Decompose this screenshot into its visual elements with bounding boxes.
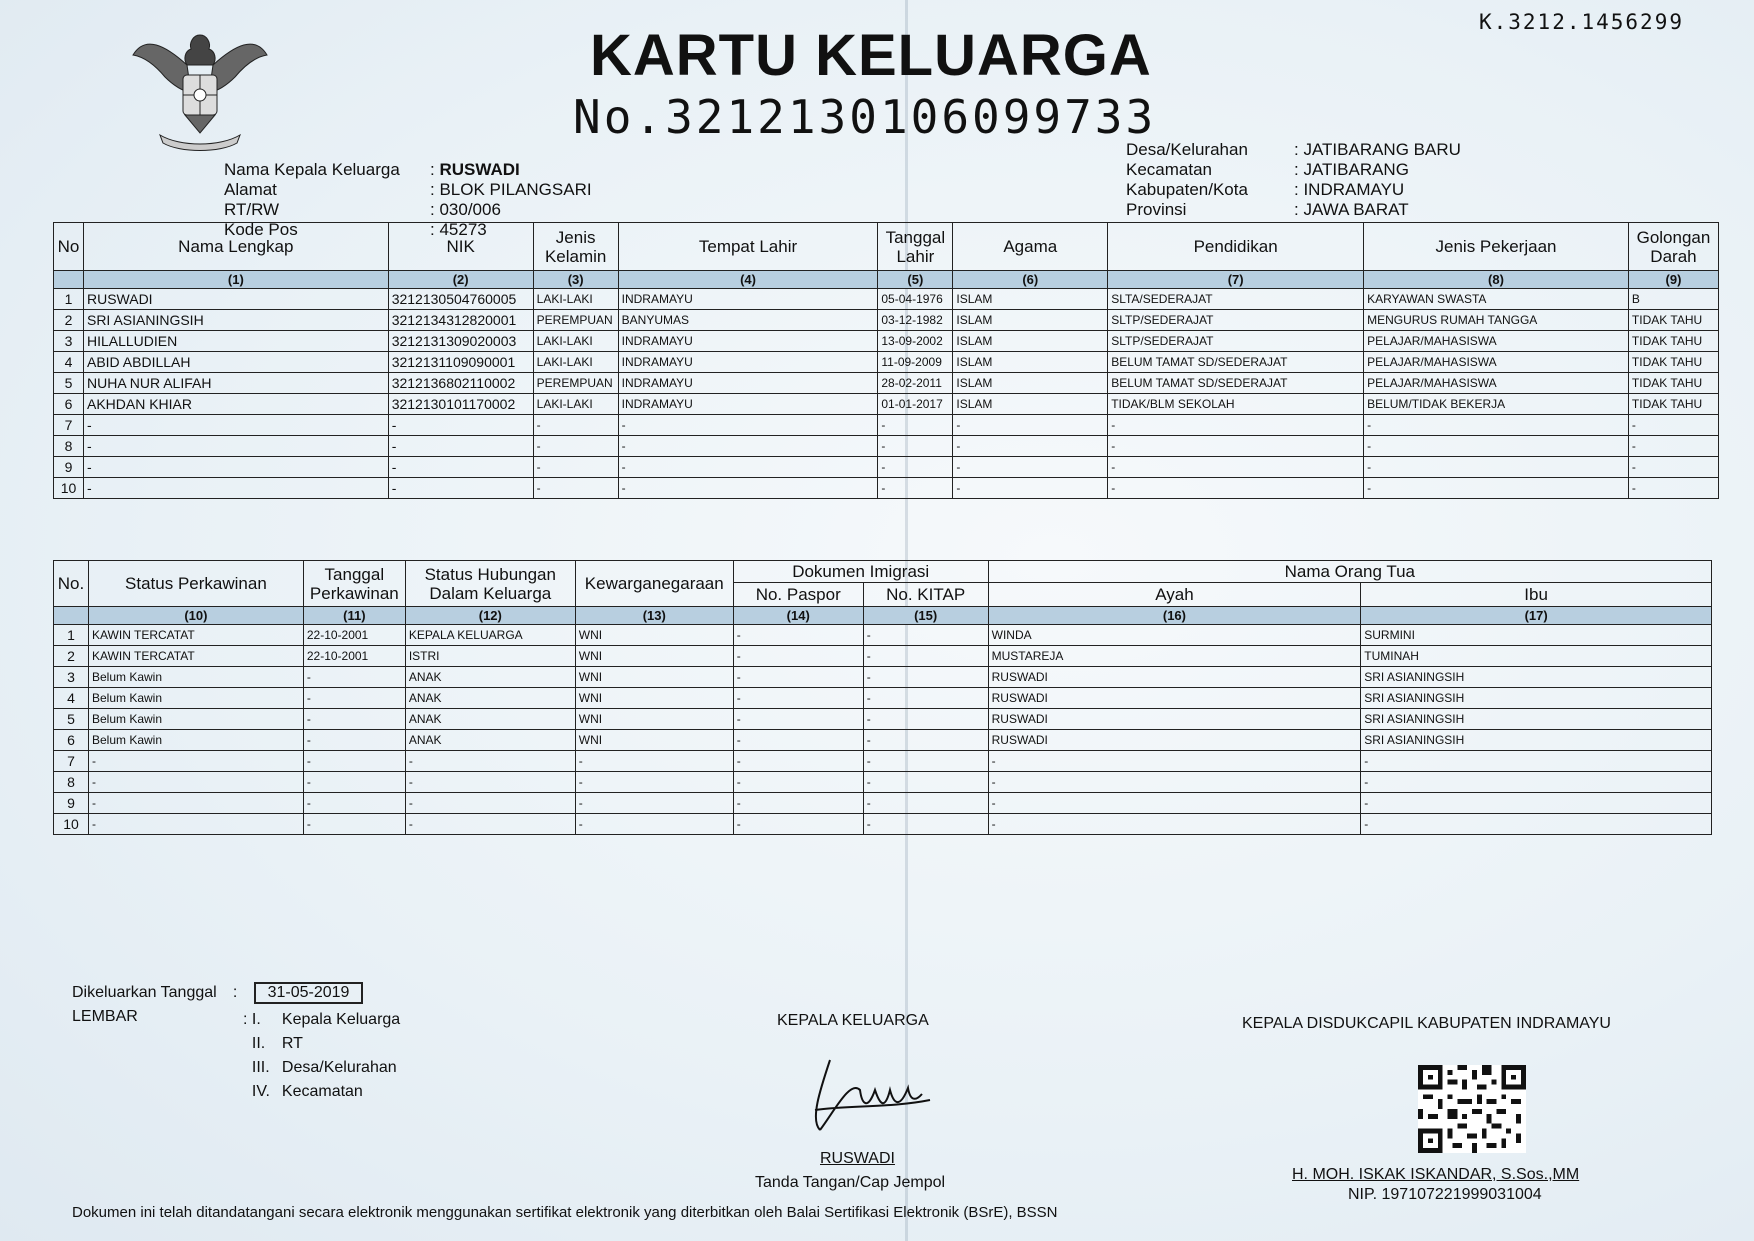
table-cell: - <box>1361 814 1712 835</box>
table-cell: - <box>988 751 1361 772</box>
table-cell: - <box>863 625 988 646</box>
table-cell: NUHA NUR ALIFAH <box>83 373 388 394</box>
table-cell: 13-09-2002 <box>878 331 953 352</box>
issued-date: 31-05-2019 <box>254 982 364 1004</box>
table-cell: 5 <box>54 709 89 730</box>
table-cell: - <box>733 772 863 793</box>
table-cell: - <box>1364 457 1629 478</box>
document-serial: K.3212.1456299 <box>1478 10 1684 34</box>
table-cell: LAKI-LAKI <box>533 352 618 373</box>
table-cell: - <box>88 772 303 793</box>
table-row <box>54 793 1712 814</box>
table-cell: - <box>533 478 618 499</box>
table-row <box>54 415 1719 436</box>
table-row <box>54 709 1712 730</box>
table-cell: 5 <box>54 373 84 394</box>
official-nip: NIP. 197107221999031004 <box>1348 1186 1542 1203</box>
table-cell: 3212130101170002 <box>388 394 533 415</box>
table-cell: ISLAM <box>953 310 1108 331</box>
table-cell: 4 <box>54 688 89 709</box>
table-cell: HILALLUDIEN <box>83 331 388 352</box>
rt-rw-value: 030/006 <box>439 200 501 219</box>
table-cell: - <box>733 646 863 667</box>
address-value: BLOK PILANGSARI <box>439 180 592 199</box>
table-cell: - <box>733 667 863 688</box>
table-cell: SRI ASIANINGSIH <box>1361 688 1712 709</box>
table-cell: - <box>303 688 405 709</box>
header-jenis-pekerjaan: Jenis Pekerjaan <box>1364 223 1629 271</box>
header-nama-orang-tua: Nama Orang Tua <box>988 561 1711 583</box>
table-cell: - <box>533 415 618 436</box>
table-row <box>54 394 1719 415</box>
household-info-right: Desa/Kelurahan : JATIBARANG BARU Kecamatan : JATIBARANG Kabupaten/Kota : INDRAMAYU Provinsi : JAWA BARAT <box>1126 140 1461 219</box>
table-cell: ANAK <box>405 709 575 730</box>
table-cell: 3212130504760005 <box>388 289 533 310</box>
table-cell: - <box>405 772 575 793</box>
lembar-item: Kecamatan <box>281 1083 363 1100</box>
header-no-kitap: No. KITAP <box>863 583 988 607</box>
header-golongan-darah: Golongan Darah <box>1628 223 1718 271</box>
table-cell: RUSWADI <box>988 667 1361 688</box>
table-cell: - <box>1628 415 1718 436</box>
qr-code-icon <box>1418 1065 1526 1153</box>
table-cell: KAWIN TERCATAT <box>88 625 303 646</box>
header-agama: Agama <box>953 223 1108 271</box>
table-cell: - <box>863 730 988 751</box>
table-cell: 22-10-2001 <box>303 625 405 646</box>
table-cell: ISLAM <box>953 289 1108 310</box>
lembar-item: Desa/Kelurahan <box>281 1059 397 1076</box>
header-tempat-lahir: Tempat Lahir <box>618 223 878 271</box>
table-cell: PEREMPUAN <box>533 310 618 331</box>
table-row <box>54 814 1712 835</box>
table-cell: 8 <box>54 772 89 793</box>
table-cell: BELUM TAMAT SD/SEDERAJAT <box>1108 373 1364 394</box>
table-cell: INDRAMAYU <box>618 394 878 415</box>
province-value: JAWA BARAT <box>1303 200 1409 219</box>
table-cell: - <box>1364 436 1629 457</box>
table-cell: - <box>988 814 1361 835</box>
table-cell: TIDAK TAHU <box>1628 310 1718 331</box>
table-row <box>54 730 1712 751</box>
table-cell: MENGURUS RUMAH TANGGA <box>1364 310 1629 331</box>
header-tanggal-perkawinan: Tanggal Perkawinan <box>303 561 405 607</box>
table-cell: - <box>575 751 733 772</box>
table-cell: - <box>88 793 303 814</box>
table-cell: - <box>878 436 953 457</box>
header-dokumen-imigrasi: Dokumen Imigrasi <box>733 561 988 583</box>
table-cell: Belum Kawin <box>88 667 303 688</box>
table-cell: RUSWADI <box>988 709 1361 730</box>
table-cell: SURMINI <box>1361 625 1712 646</box>
table-cell: INDRAMAYU <box>618 352 878 373</box>
table-cell: BELUM/TIDAK BEKERJA <box>1364 394 1629 415</box>
table-cell: - <box>303 793 405 814</box>
table-cell: 2 <box>54 310 84 331</box>
table-cell: - <box>575 793 733 814</box>
table-cell: Belum Kawin <box>88 730 303 751</box>
issued-section: Dikeluarkan Tanggal : 31-05-2019 <box>72 982 363 1004</box>
table-cell: PEREMPUAN <box>533 373 618 394</box>
table-cell: TIDAK/BLM SEKOLAH <box>1108 394 1364 415</box>
table-cell: - <box>388 415 533 436</box>
table-cell: - <box>953 415 1108 436</box>
table-cell: - <box>83 457 388 478</box>
table-cell: - <box>388 457 533 478</box>
table-cell: KEPALA KELUARGA <box>405 625 575 646</box>
table-cell: - <box>575 814 733 835</box>
table-cell: 10 <box>54 814 89 835</box>
table-cell: TIDAK TAHU <box>1628 331 1718 352</box>
table-cell: WNI <box>575 730 733 751</box>
lembar-list: : I. Kepala Keluarga II. RT III. Desa/Kelurahan IV. Kecamatan <box>243 1011 401 1100</box>
table-cell: 1 <box>54 289 84 310</box>
table-row <box>54 436 1719 457</box>
table-cell: ISLAM <box>953 394 1108 415</box>
table-cell: 4 <box>54 352 84 373</box>
table-cell: - <box>953 436 1108 457</box>
table-cell: 01-01-2017 <box>878 394 953 415</box>
table-row <box>54 688 1712 709</box>
table-cell: WNI <box>575 667 733 688</box>
table-cell: - <box>1108 436 1364 457</box>
table-cell: - <box>618 436 878 457</box>
table-cell: ISLAM <box>953 352 1108 373</box>
table-cell: - <box>953 478 1108 499</box>
table-cell: KAWIN TERCATAT <box>88 646 303 667</box>
table-cell: - <box>405 814 575 835</box>
table-cell: - <box>733 730 863 751</box>
table-cell: SLTP/SEDERAJAT <box>1108 310 1364 331</box>
table-cell: 3 <box>54 667 89 688</box>
table-cell: - <box>863 814 988 835</box>
table-cell: - <box>733 814 863 835</box>
family-members-table <box>53 222 1719 499</box>
table-cell: - <box>878 457 953 478</box>
table-cell: TIDAK TAHU <box>1628 394 1718 415</box>
table-cell: LAKI-LAKI <box>533 331 618 352</box>
header-nik: NIK <box>388 223 533 271</box>
table-cell: - <box>878 478 953 499</box>
table-cell: SRI ASIANINGSIH <box>1361 709 1712 730</box>
table-cell: 22-10-2001 <box>303 646 405 667</box>
header-jenis-kelamin: Jenis Kelamin <box>533 223 618 271</box>
table-row <box>54 751 1712 772</box>
table-row <box>54 772 1712 793</box>
table-cell: - <box>863 793 988 814</box>
table-row <box>54 646 1712 667</box>
table-cell: - <box>988 793 1361 814</box>
table-cell: SRI ASIANINGSIH <box>1361 667 1712 688</box>
table-row <box>54 667 1712 688</box>
table-cell: - <box>83 436 388 457</box>
table-cell: 2 <box>54 646 89 667</box>
table-cell: BANYUMAS <box>618 310 878 331</box>
garuda-emblem-icon <box>125 15 275 165</box>
table-cell: B <box>1628 289 1718 310</box>
table-cell: WINDA <box>988 625 1361 646</box>
table-cell: - <box>533 457 618 478</box>
table-cell: WNI <box>575 646 733 667</box>
household-info-left: Nama Kepala Keluarga : RUSWADI Alamat : BLOK PILANGSARI RT/RW : 030/006 Kode Pos : 45273 <box>224 160 592 239</box>
official-name: H. MOH. ISKAK ISKANDAR, S.Sos.,MM <box>1292 1166 1580 1183</box>
table-cell: - <box>388 478 533 499</box>
table-cell: - <box>1364 478 1629 499</box>
table-cell: PELAJAR/MAHASISWA <box>1364 352 1629 373</box>
table-cell: - <box>733 688 863 709</box>
table-cell: RUSWADI <box>988 730 1361 751</box>
family-status-table <box>53 560 1712 835</box>
table-cell: - <box>618 457 878 478</box>
table-row <box>54 625 1712 646</box>
document-title: KARTU KELUARGA <box>590 23 1152 88</box>
header-status-hubungan: Status Hubungan Dalam Keluarga <box>405 561 575 607</box>
table-cell: - <box>303 751 405 772</box>
header-nama-lengkap: Nama Lengkap <box>83 223 388 271</box>
table-cell: 3 <box>54 331 84 352</box>
table-cell: WNI <box>575 688 733 709</box>
header-pendidikan: Pendidikan <box>1108 223 1364 271</box>
table-cell: - <box>388 436 533 457</box>
table-cell: ISLAM <box>953 331 1108 352</box>
table-cell: - <box>83 478 388 499</box>
table-cell: - <box>1361 793 1712 814</box>
table-cell: - <box>953 457 1108 478</box>
table-cell: ISTRI <box>405 646 575 667</box>
table-cell: 8 <box>54 436 84 457</box>
table-cell: 28-02-2011 <box>878 373 953 394</box>
table-cell: Belum Kawin <box>88 688 303 709</box>
signature-caption: Tanda Tangan/Cap Jempol <box>755 1174 946 1191</box>
table-cell: 9 <box>54 457 84 478</box>
table-cell: 05-04-1976 <box>878 289 953 310</box>
table-cell: LAKI-LAKI <box>533 289 618 310</box>
table-cell: - <box>303 814 405 835</box>
handwritten-signature-icon <box>790 1050 940 1140</box>
table1-column-number-row: (1) (2) (3) (4) (5) (6) (7) (8) (9) <box>54 271 1719 289</box>
document-number: No.3212130106099733 <box>573 90 1157 144</box>
table-cell: 1 <box>54 625 89 646</box>
table-cell: LAKI-LAKI <box>533 394 618 415</box>
table-cell: ANAK <box>405 688 575 709</box>
lembar-label: LEMBAR <box>72 1008 138 1025</box>
header-no2: No. <box>54 561 89 607</box>
kepala-keluarga-label: KEPALA KELUARGA <box>777 1012 929 1029</box>
header-ayah: Ayah <box>988 583 1361 607</box>
table-row <box>54 352 1719 373</box>
table-cell: 3212134312820001 <box>388 310 533 331</box>
table-cell: 6 <box>54 394 84 415</box>
table-cell: - <box>1628 436 1718 457</box>
table-row <box>54 478 1719 499</box>
header-tanggal-lahir: Tanggal Lahir <box>878 223 953 271</box>
table-cell: - <box>83 415 388 436</box>
table-row <box>54 310 1719 331</box>
table-cell: ISLAM <box>953 373 1108 394</box>
table-cell: - <box>303 772 405 793</box>
table-cell: - <box>733 751 863 772</box>
table-cell: 10 <box>54 478 84 499</box>
table-cell: RUSWADI <box>988 688 1361 709</box>
table-cell: 03-12-1982 <box>878 310 953 331</box>
header-status-perkawinan: Status Perkawinan <box>88 561 303 607</box>
official-title: KEPALA DISDUKCAPIL KABUPATEN INDRAMAYU <box>1242 1015 1611 1032</box>
table-cell: - <box>733 709 863 730</box>
table-cell: - <box>1361 772 1712 793</box>
district-value: JATIBARANG <box>1303 160 1409 179</box>
table-cell: - <box>575 772 733 793</box>
table-cell: - <box>618 415 878 436</box>
table-cell: SRI ASIANINGSIH <box>1361 730 1712 751</box>
table-cell: BELUM TAMAT SD/SEDERAJAT <box>1108 352 1364 373</box>
table-cell: - <box>863 646 988 667</box>
table-cell: 7 <box>54 415 84 436</box>
head-of-family-value: RUSWADI <box>439 160 520 179</box>
table-cell: - <box>405 793 575 814</box>
table-row <box>54 331 1719 352</box>
table-cell: RUSWADI <box>83 289 388 310</box>
table-cell: TIDAK TAHU <box>1628 373 1718 394</box>
table-cell: PELAJAR/MAHASISWA <box>1364 373 1629 394</box>
postal-code-value: 45273 <box>439 220 487 239</box>
table-cell: INDRAMAYU <box>618 331 878 352</box>
table-cell: MUSTAREJA <box>988 646 1361 667</box>
table-cell: - <box>303 667 405 688</box>
table-cell: WNI <box>575 625 733 646</box>
lembar-item: RT <box>281 1035 303 1052</box>
table-cell: - <box>533 436 618 457</box>
table-cell: INDRAMAYU <box>618 373 878 394</box>
table-cell: - <box>1108 457 1364 478</box>
table2-header-row-1 <box>54 561 1712 583</box>
table1-header-row <box>54 223 1719 271</box>
table-cell: - <box>863 751 988 772</box>
table-cell: - <box>1364 415 1629 436</box>
table-cell: - <box>878 415 953 436</box>
table-cell: - <box>1361 751 1712 772</box>
table-cell: - <box>1108 415 1364 436</box>
table-cell: 11-09-2009 <box>878 352 953 373</box>
lembar-item: Kepala Keluarga <box>281 1011 401 1028</box>
table-cell: 9 <box>54 793 89 814</box>
header-no: No <box>54 223 84 271</box>
table-cell: ABID ABDILLAH <box>83 352 388 373</box>
table-cell: - <box>1628 478 1718 499</box>
issued-label: Dikeluarkan Tanggal <box>72 984 217 1001</box>
table-cell: - <box>1628 457 1718 478</box>
table-row <box>54 289 1719 310</box>
table-cell: 3212136802110002 <box>388 373 533 394</box>
table-cell: 7 <box>54 751 89 772</box>
table-cell: ANAK <box>405 730 575 751</box>
table-cell: Belum Kawin <box>88 709 303 730</box>
table-cell: - <box>303 709 405 730</box>
regency-value: INDRAMAYU <box>1303 180 1405 199</box>
table-cell: ANAK <box>405 667 575 688</box>
table-cell: 3212131109090001 <box>388 352 533 373</box>
table2-column-number-row: (10) (11) (12) (13) (14) (15) (16) (17) <box>54 607 1712 625</box>
table-cell: SLTA/SEDERAJAT <box>1108 289 1364 310</box>
table-cell: TIDAK TAHU <box>1628 352 1718 373</box>
table-cell: - <box>618 478 878 499</box>
table-cell: INDRAMAYU <box>618 289 878 310</box>
table-cell: SRI ASIANINGSIH <box>83 310 388 331</box>
electronic-signature-disclaimer: Dokumen ini telah ditandatangani secara elektronik menggunakan sertifikat elektronik yang diterbitkan oleh Balai Sertifikasi Elektronik (BSrE), BSSN <box>72 1204 1058 1221</box>
table-cell: - <box>863 667 988 688</box>
table-cell: PELAJAR/MAHASISWA <box>1364 331 1629 352</box>
kepala-keluarga-name: RUSWADI <box>820 1150 895 1167</box>
table-cell: SLTP/SEDERAJAT <box>1108 331 1364 352</box>
village-value: JATIBARANG BARU <box>1303 140 1461 159</box>
table-cell: - <box>733 625 863 646</box>
table-cell: TUMINAH <box>1361 646 1712 667</box>
table-cell: WNI <box>575 709 733 730</box>
table-cell: - <box>88 814 303 835</box>
header-kewarganegaraan: Kewarganegaraan <box>575 561 733 607</box>
table-row <box>54 373 1719 394</box>
table-cell: - <box>88 751 303 772</box>
table-row <box>54 457 1719 478</box>
table-cell: - <box>405 751 575 772</box>
table-cell: - <box>733 793 863 814</box>
table-cell: - <box>988 772 1361 793</box>
header-no-paspor: No. Paspor <box>733 583 863 607</box>
table-cell: - <box>303 730 405 751</box>
table-cell: AKHDAN KHIAR <box>83 394 388 415</box>
table-cell: 3212131309020003 <box>388 331 533 352</box>
table-cell: 6 <box>54 730 89 751</box>
table-cell: - <box>1108 478 1364 499</box>
table-cell: - <box>863 709 988 730</box>
header-ibu: Ibu <box>1361 583 1712 607</box>
table-cell: KARYAWAN SWASTA <box>1364 289 1629 310</box>
table-cell: - <box>863 772 988 793</box>
table-cell: - <box>863 688 988 709</box>
